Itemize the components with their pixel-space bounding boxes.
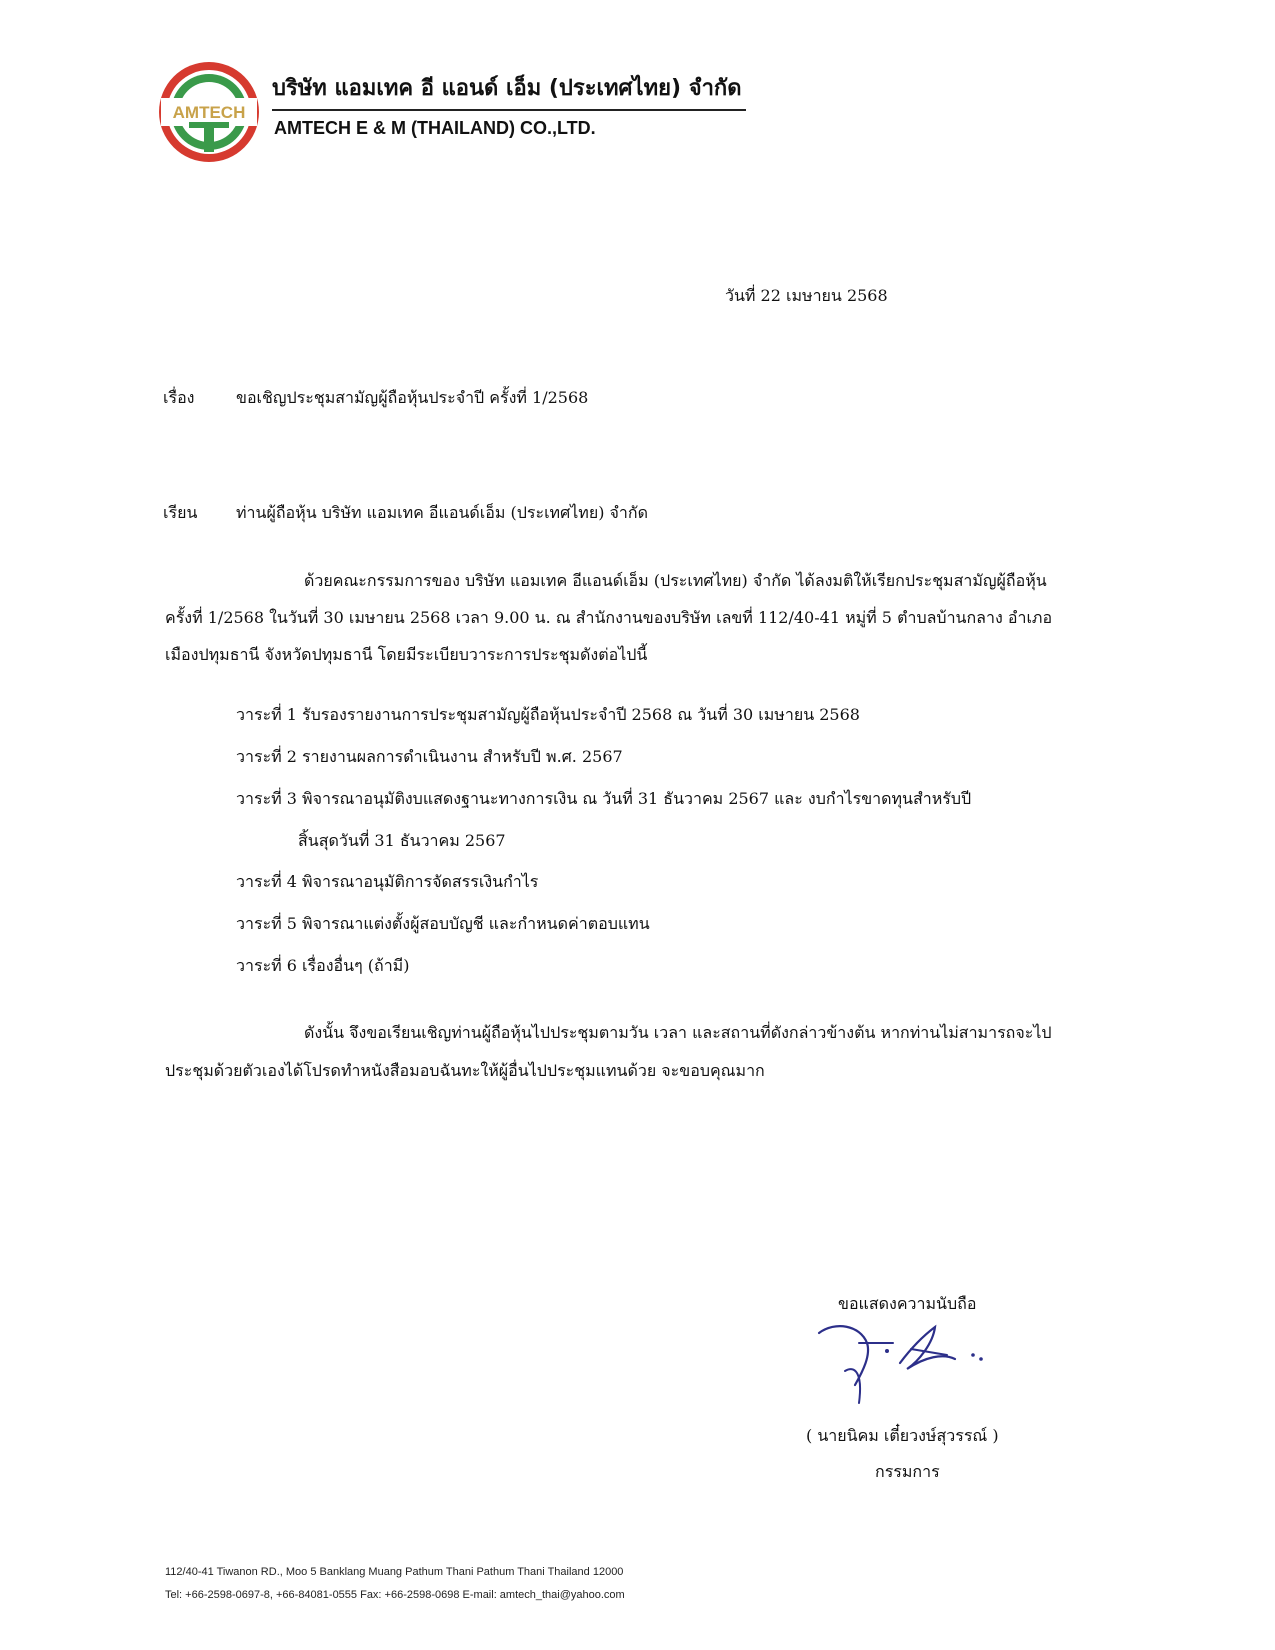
paragraph-2-line-1: ดังนั้น จึงขอเรียนเชิญท่านผู้ถือหุ้นไปประชุมตามวัน เวลา และสถานที่ดังกล่าวข้างต้น หากท่านไม่สามารถจะไป [304, 1023, 1052, 1042]
closing-salutation: ขอแสดงความนับถือ [838, 1294, 977, 1313]
recipient-label: เรียน [163, 503, 198, 522]
paragraph-1-line-2: ครั้งที่ 1/2568 ในวันที่ 30 เมษายน 2568 เวลา 9.00 น. ณ สำนักงานของบริษัท เลขที่ 112/40-41 หมู่ที่ 5 ตำบลบ้านกลาง อำเภอ [165, 608, 1053, 627]
paragraph-2-line-2: ประชุมด้วยตัวเองได้โปรดทำหนังสือมอบฉันทะให้ผู้อื่นไปประชุมแทนด้วย จะขอบคุณมาก [165, 1061, 765, 1080]
subject-text: ขอเชิญประชุมสามัญผู้ถือหุ้นประจำปี ครั้งที่ 1/2568 [236, 388, 589, 407]
agenda-item-3: วาระที่ 3 พิจารณาอนุมัติงบแสดงฐานะทางการเงิน ณ วันที่ 31 ธันวาคม 2567 และ งบกำไรขาดทุนสำหรับปี [236, 789, 972, 808]
subject-label: เรื่อง [163, 388, 195, 407]
agenda-item-2: วาระที่ 2 รายงานผลการดำเนินงาน สำหรับปี พ.ศ. 2567 [236, 747, 623, 766]
agenda-item-5: วาระที่ 5 พิจารณาแต่งตั้งผู้สอบบัญชี และกำหนดค่าตอบแทน [236, 914, 650, 933]
amtech-logo-icon [155, 58, 263, 166]
signer-title: กรรมการ [875, 1462, 940, 1481]
agenda-item-4: วาระที่ 4 พิจารณาอนุมัติการจัดสรรเงินกำไร [236, 872, 539, 891]
company-name-th: บริษัท แอมเทค อี แอนด์ เอ็ม (ประเทศไทย) จำกัด [272, 76, 742, 101]
agenda-item-3-continuation: สิ้นสุดวันที่ 31 ธันวาคม 2567 [298, 831, 506, 850]
company-name-en: AMTECH E & M (THAILAND) CO.,LTD. [274, 118, 596, 138]
agenda-item-1: วาระที่ 1 รับรองรายงานการประชุมสามัญผู้ถือหุ้นประจำปี 2568 ณ วันที่ 30 เมษายน 2568 [236, 705, 860, 724]
agenda-item-6: วาระที่ 6 เรื่องอื่นๆ (ถ้ามี) [236, 956, 410, 975]
header-divider [272, 109, 746, 111]
company-logo [155, 58, 263, 166]
paragraph-1-line-3: เมืองปทุมธานี จังหวัดปทุมธานี โดยมีระเบียบวาระการประชุมดังต่อไปนี้ [165, 645, 648, 664]
signature [815, 1313, 1015, 1408]
letter-date: วันที่ 22 เมษายน 2568 [725, 286, 888, 305]
footer-contact: Tel: +66-2598-0697-8, +66-84081-0555 Fax: +66-2598-0698 E-mail: amtech_thai@yahoo.com [165, 1589, 625, 1601]
signature-icon [815, 1313, 1015, 1408]
paragraph-1-line-1: ด้วยคณะกรรมการของ บริษัท แอมเทค อีแอนด์เอ็ม (ประเทศไทย) จำกัด ได้ลงมติให้เรียกประชุมสามัญผู้ถือหุ้น [304, 571, 1047, 590]
signer-name: ( นายนิคม เตี๋ยวงษ์สุวรรณ์ ) [806, 1426, 999, 1445]
footer-address: 112/40-41 Tiwanon RD., Moo 5 Banklang Muang Pathum Thani Pathum Thani Thailand 12000 [165, 1566, 624, 1578]
recipient-text: ท่านผู้ถือหุ้น บริษัท แอมเทค อีแอนด์เอ็ม (ประเทศไทย) จำกัด [236, 503, 648, 522]
logo-text: AMTECH [172, 103, 246, 122]
